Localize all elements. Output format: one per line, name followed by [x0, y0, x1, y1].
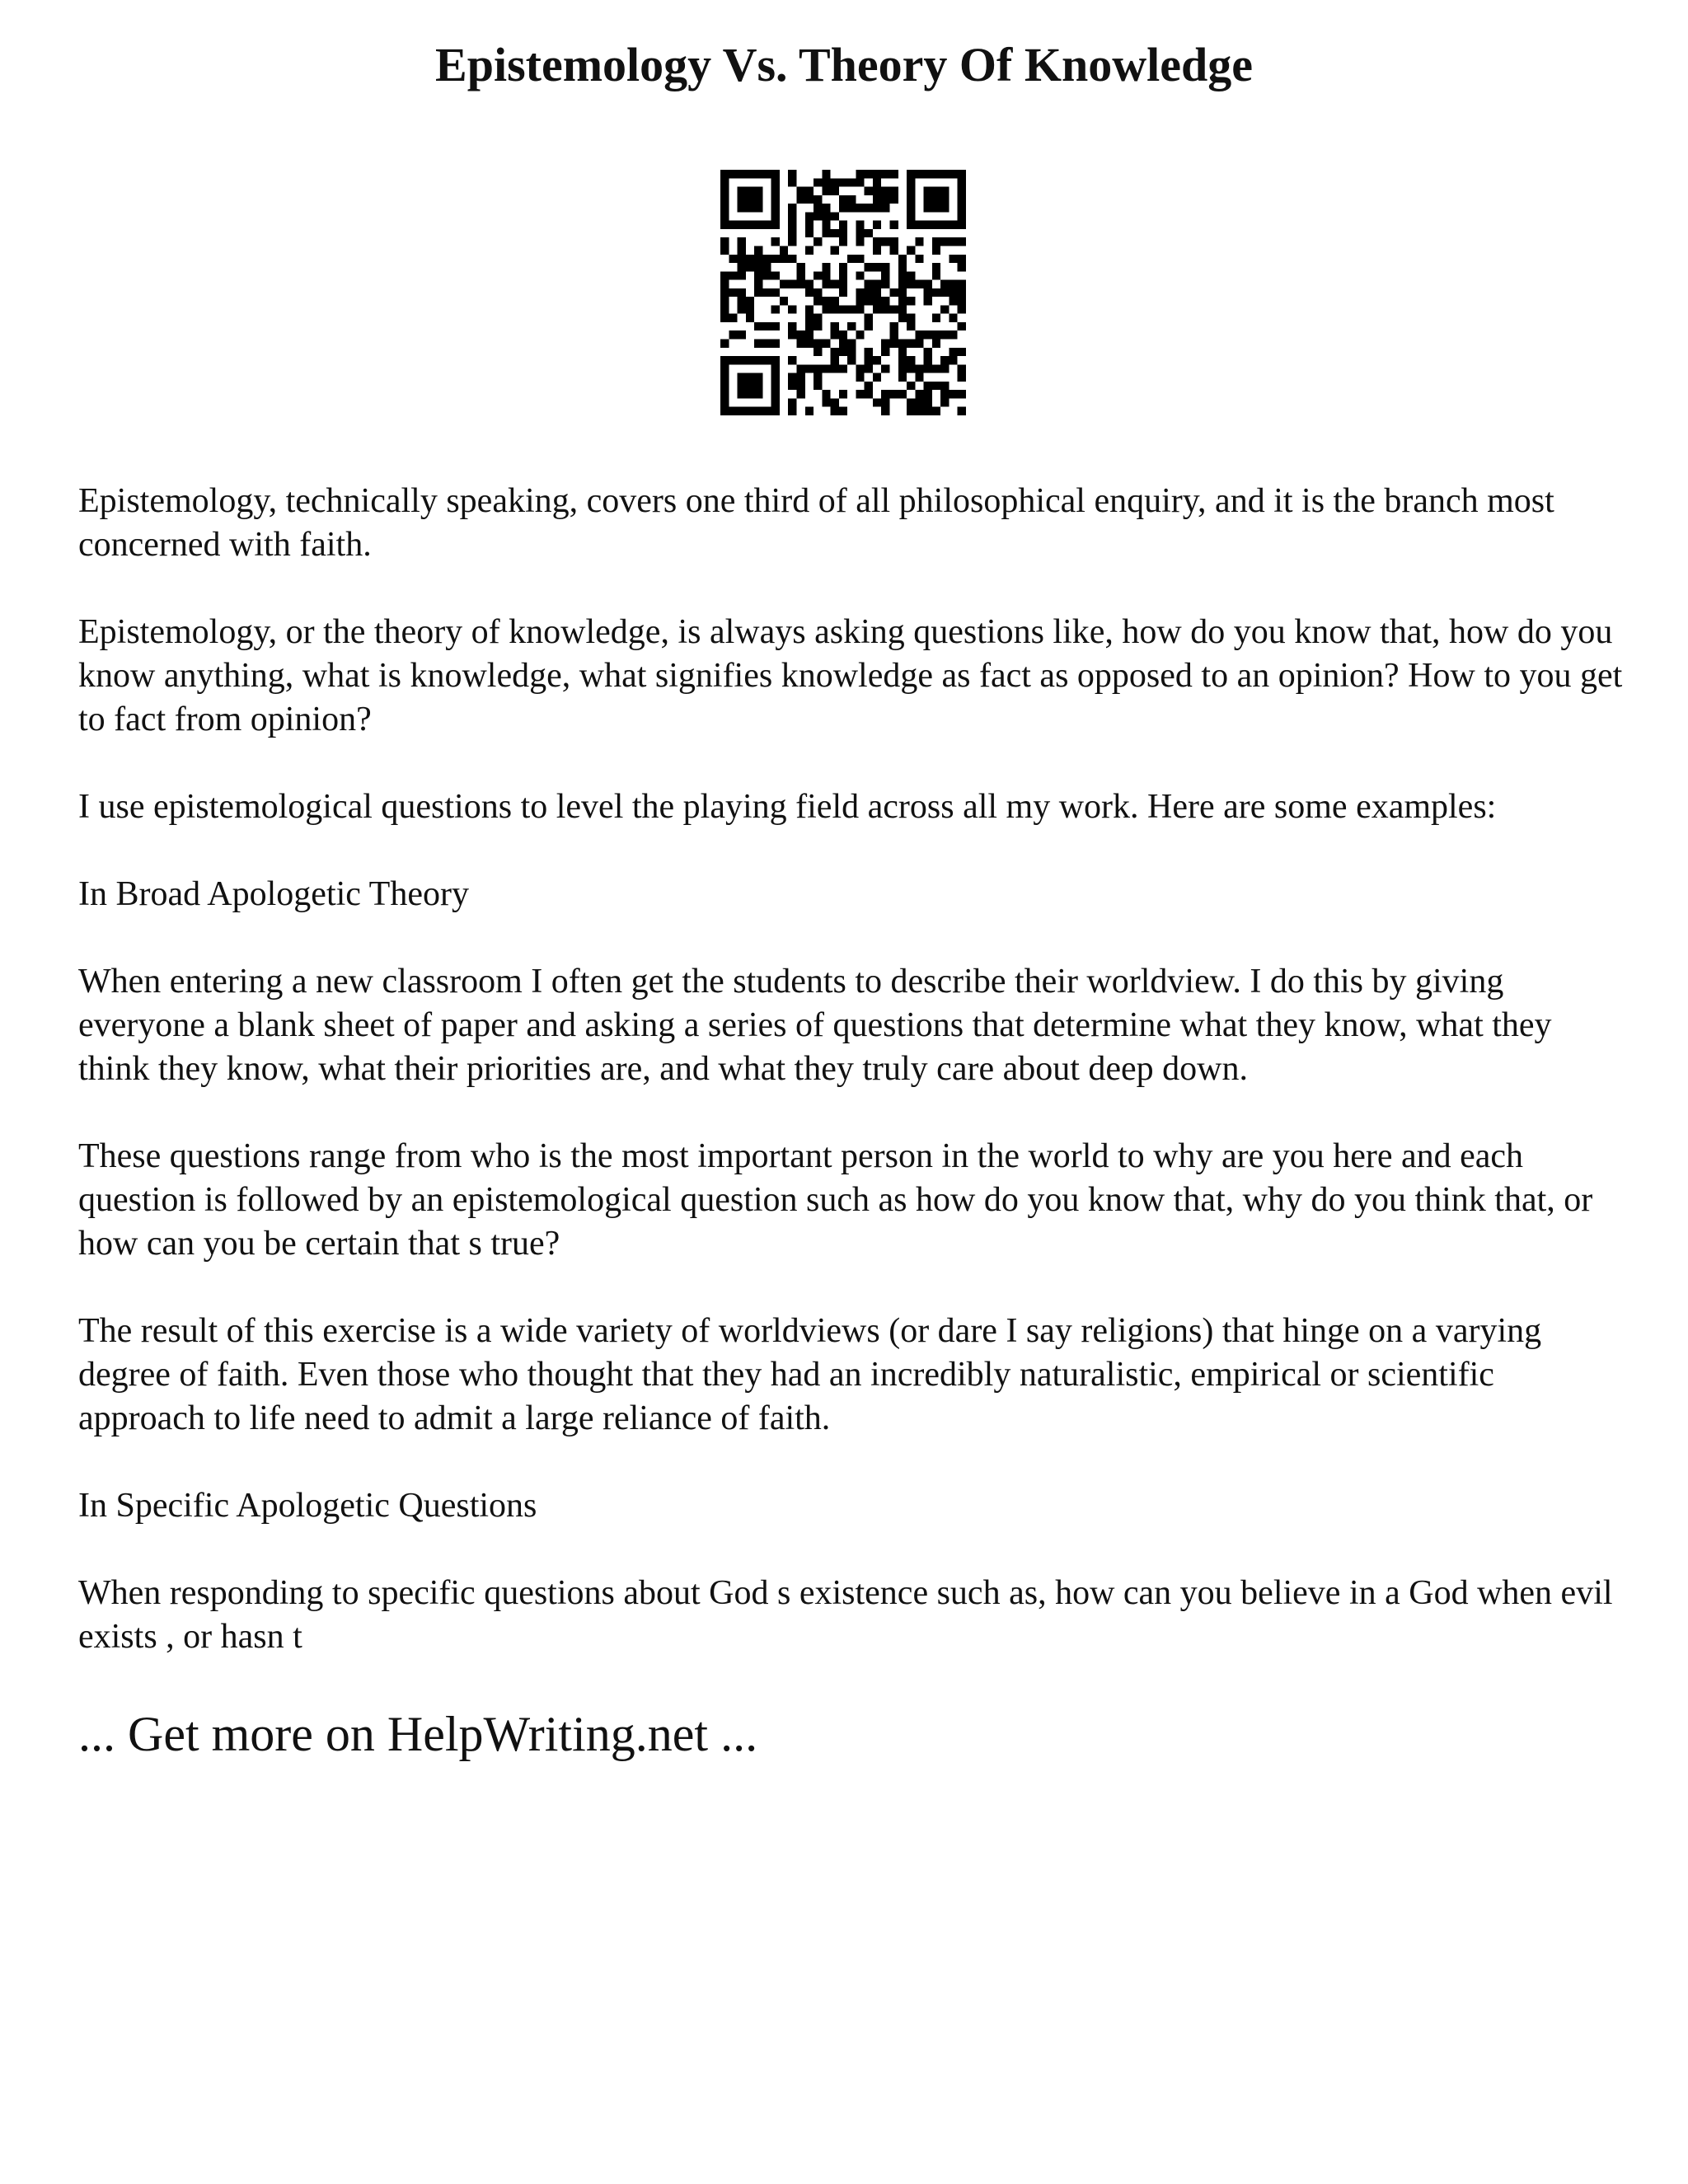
paragraph-classroom: When entering a new classroom I often get the students to describe their worldview. I do this by giving everyone a blank sheet of paper and asking a series of questions that determine what they know, what they think they know, what their priorities are, and what they truly care about deep down. [78, 963, 1552, 1088]
paragraph-definition: Epistemology, or the theory of knowledge, is always asking questions like, how do you know that, how do you know anything, what is knowledge, what signifies knowledge as fact as opposed to an opinion? How to you get to fact from opinion? [78, 613, 1623, 738]
document-title: Epistemology Vs. Theory Of Knowledge [435, 38, 1253, 91]
paragraph-questions: These questions range from who is the most important person in the world to why are you here and each question is followed by an epistemological question such as how do you know that, why do you think that, or how can you be certain that s true? [78, 1137, 1593, 1263]
qr-code-icon [720, 170, 966, 415]
document-body [78, 480, 1628, 1703]
get-more-link[interactable]: ... Get more on HelpWriting.net ... [78, 1707, 758, 1761]
paragraph-usage: I use epistemological questions to level the playing field across all my work. Here are some examples: [78, 788, 1497, 826]
paragraph-intro: Epistemology, technically speaking, covers one third of all philosophical enquiry, and it is the branch most concerned with faith. [78, 482, 1554, 564]
section-heading-broad: In Broad Apologetic Theory [78, 875, 469, 913]
section-heading-specific: In Specific Apologetic Questions [78, 1487, 537, 1525]
paragraph-specific: When responding to specific questions about God s existence such as, how can you believe in a God when evil exists , or hasn t [78, 1574, 1613, 1656]
paragraph-result: The result of this exercise is a wide variety of worldviews (or dare I say religions) that hinge on a varying degree of faith. Even those who thought that they had an incredibly naturalistic, empirical or scientific approach to life need to admit a large reliance of faith. [78, 1312, 1542, 1437]
